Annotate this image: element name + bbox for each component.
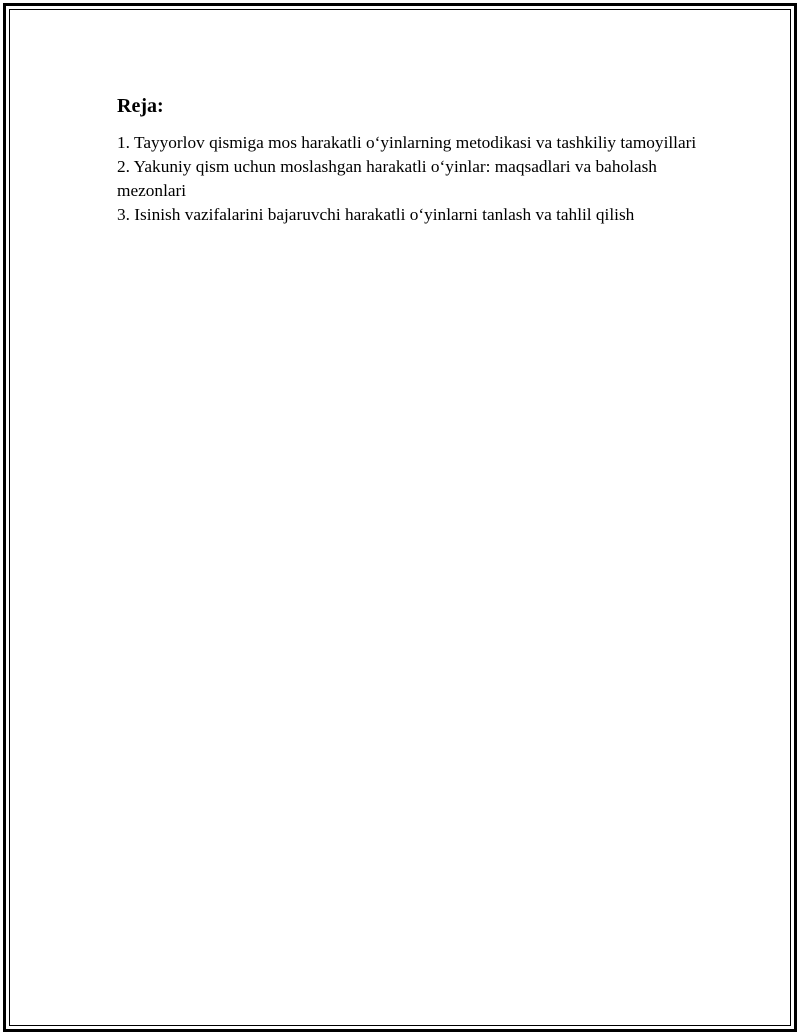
plan-list xyxy=(117,131,697,227)
plan-heading: Reja: xyxy=(117,95,164,117)
plan-item-2: 2. Yakuniy qism uchun moslashgan harakatli o‘yinlar: maqsadlari va baholash mezonlari xyxy=(117,157,657,200)
plan-item-1: 1. Tayyorlov qismiga mos harakatli o‘yinlarning metodikasi va tashkiliy tamoyillari xyxy=(117,133,697,152)
plan-item-3: 3. Isinish vazifalarini bajaruvchi harakatli o‘yinlarni tanlash va tahlil qilish xyxy=(117,205,635,224)
document-body xyxy=(117,93,697,227)
